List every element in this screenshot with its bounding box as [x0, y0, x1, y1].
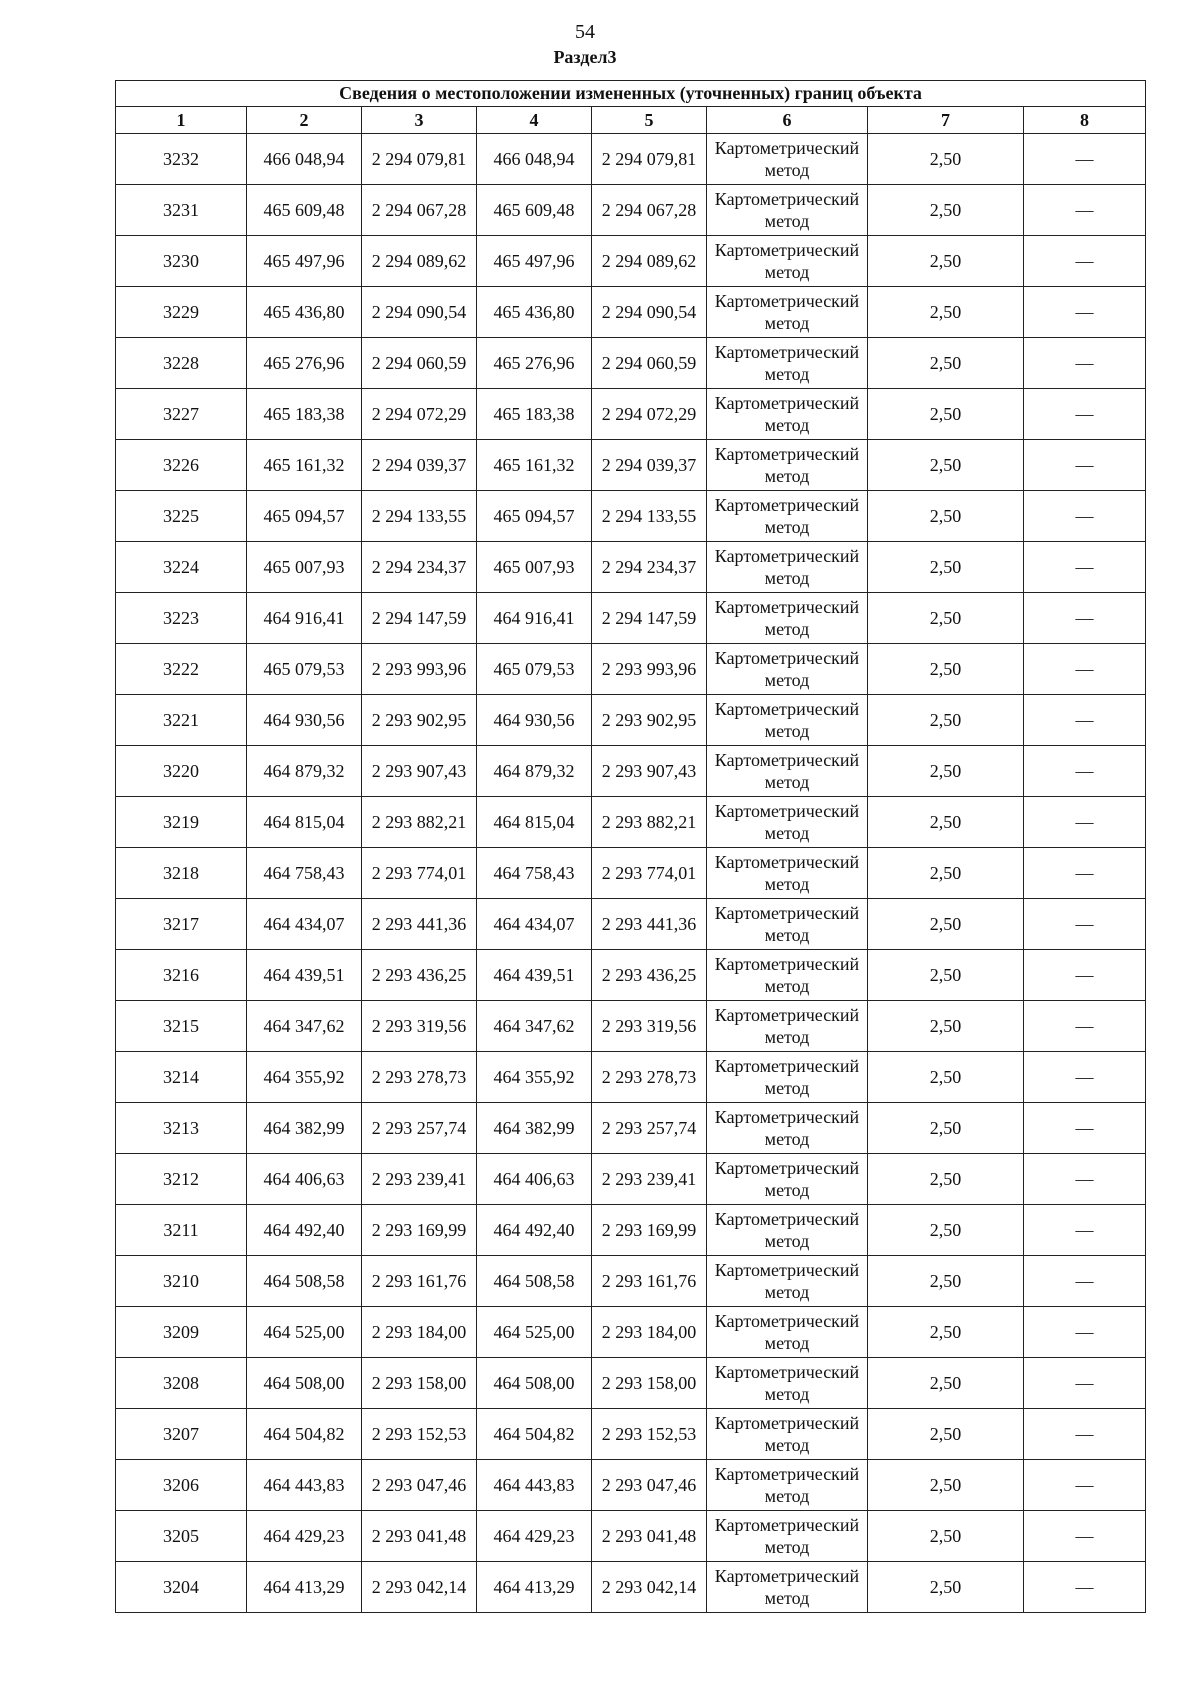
new-y-cell: 2 293 774,01 — [592, 848, 707, 899]
old-y-cell: 2 293 184,00 — [362, 1307, 477, 1358]
column-number: 5 — [592, 107, 707, 134]
point-number-cell: 3204 — [116, 1562, 247, 1613]
method-cell: Картометрический метод — [707, 440, 868, 491]
table-row — [116, 185, 1146, 236]
point-number-cell: 3210 — [116, 1256, 247, 1307]
method-cell: Картометрический метод — [707, 695, 868, 746]
new-y-cell: 2 293 047,46 — [592, 1460, 707, 1511]
new-x-cell: 464 504,82 — [477, 1409, 592, 1460]
new-y-cell: 2 293 158,00 — [592, 1358, 707, 1409]
point-number-cell: 3232 — [116, 134, 247, 185]
table-title: Сведения о местоположении измененных (уточненных) границ объекта — [116, 81, 1146, 107]
column-number: 3 — [362, 107, 477, 134]
accuracy-cell: 2,50 — [868, 542, 1024, 593]
new-x-cell: 464 930,56 — [477, 695, 592, 746]
new-x-cell: 464 439,51 — [477, 950, 592, 1001]
new-y-cell: 2 294 079,81 — [592, 134, 707, 185]
table-row — [116, 338, 1146, 389]
method-cell: Картометрический метод — [707, 134, 868, 185]
new-x-cell: 465 276,96 — [477, 338, 592, 389]
old-y-cell: 2 293 774,01 — [362, 848, 477, 899]
point-number-cell: 3214 — [116, 1052, 247, 1103]
new-y-cell: 2 294 067,28 — [592, 185, 707, 236]
old-y-cell: 2 294 089,62 — [362, 236, 477, 287]
old-x-cell: 465 183,38 — [247, 389, 362, 440]
new-y-cell: 2 293 239,41 — [592, 1154, 707, 1205]
new-x-cell: 464 443,83 — [477, 1460, 592, 1511]
column-number: 7 — [868, 107, 1024, 134]
point-number-cell: 3229 — [116, 287, 247, 338]
point-number-cell: 3224 — [116, 542, 247, 593]
new-y-cell: 2 293 993,96 — [592, 644, 707, 695]
method-cell: Картометрический метод — [707, 797, 868, 848]
remark-cell: — — [1024, 593, 1146, 644]
remark-cell: — — [1024, 185, 1146, 236]
new-y-cell: 2 294 234,37 — [592, 542, 707, 593]
new-x-cell: 464 815,04 — [477, 797, 592, 848]
remark-cell: — — [1024, 1052, 1146, 1103]
table-row — [116, 1562, 1146, 1613]
accuracy-cell: 2,50 — [868, 1460, 1024, 1511]
old-y-cell: 2 293 158,00 — [362, 1358, 477, 1409]
accuracy-cell: 2,50 — [868, 1052, 1024, 1103]
new-x-cell: 465 183,38 — [477, 389, 592, 440]
new-x-cell: 464 347,62 — [477, 1001, 592, 1052]
old-y-cell: 2 293 041,48 — [362, 1511, 477, 1562]
remark-cell: — — [1024, 695, 1146, 746]
old-y-cell: 2 294 090,54 — [362, 287, 477, 338]
old-y-cell: 2 293 902,95 — [362, 695, 477, 746]
column-number: 2 — [247, 107, 362, 134]
remark-cell: — — [1024, 287, 1146, 338]
new-y-cell: 2 293 436,25 — [592, 950, 707, 1001]
method-cell: Картометрический метод — [707, 1154, 868, 1205]
accuracy-cell: 2,50 — [868, 1205, 1024, 1256]
point-number-cell: 3228 — [116, 338, 247, 389]
old-y-cell: 2 294 133,55 — [362, 491, 477, 542]
table-row — [116, 746, 1146, 797]
method-cell: Картометрический метод — [707, 1358, 868, 1409]
point-number-cell: 3225 — [116, 491, 247, 542]
old-x-cell: 464 879,32 — [247, 746, 362, 797]
table-row — [116, 491, 1146, 542]
old-y-cell: 2 293 882,21 — [362, 797, 477, 848]
accuracy-cell: 2,50 — [868, 389, 1024, 440]
new-x-cell: 464 355,92 — [477, 1052, 592, 1103]
remark-cell: — — [1024, 1103, 1146, 1154]
accuracy-cell: 2,50 — [868, 491, 1024, 542]
new-y-cell: 2 294 133,55 — [592, 491, 707, 542]
new-y-cell: 2 293 042,14 — [592, 1562, 707, 1613]
method-cell: Картометрический метод — [707, 593, 868, 644]
old-y-cell: 2 293 436,25 — [362, 950, 477, 1001]
remark-cell: — — [1024, 440, 1146, 491]
new-x-cell: 464 525,00 — [477, 1307, 592, 1358]
accuracy-cell: 2,50 — [868, 1307, 1024, 1358]
new-y-cell: 2 294 147,59 — [592, 593, 707, 644]
method-cell: Картометрический метод — [707, 848, 868, 899]
new-y-cell: 2 293 907,43 — [592, 746, 707, 797]
old-x-cell: 464 504,82 — [247, 1409, 362, 1460]
old-x-cell: 465 079,53 — [247, 644, 362, 695]
accuracy-cell: 2,50 — [868, 695, 1024, 746]
method-cell: Картометрический метод — [707, 746, 868, 797]
old-x-cell: 465 161,32 — [247, 440, 362, 491]
new-x-cell: 464 406,63 — [477, 1154, 592, 1205]
old-y-cell: 2 293 239,41 — [362, 1154, 477, 1205]
accuracy-cell: 2,50 — [868, 287, 1024, 338]
table-row — [116, 389, 1146, 440]
remark-cell: — — [1024, 1205, 1146, 1256]
new-x-cell: 465 161,32 — [477, 440, 592, 491]
method-cell: Картометрический метод — [707, 1001, 868, 1052]
method-cell: Картометрический метод — [707, 950, 868, 1001]
table-row — [116, 593, 1146, 644]
method-cell: Картометрический метод — [707, 644, 868, 695]
point-number-cell: 3205 — [116, 1511, 247, 1562]
old-x-cell: 464 508,00 — [247, 1358, 362, 1409]
new-y-cell: 2 294 060,59 — [592, 338, 707, 389]
accuracy-cell: 2,50 — [868, 236, 1024, 287]
accuracy-cell: 2,50 — [868, 1001, 1024, 1052]
old-x-cell: 464 413,29 — [247, 1562, 362, 1613]
old-x-cell: 465 007,93 — [247, 542, 362, 593]
old-x-cell: 464 930,56 — [247, 695, 362, 746]
old-y-cell: 2 293 278,73 — [362, 1052, 477, 1103]
method-cell: Картометрический метод — [707, 1307, 868, 1358]
old-y-cell: 2 293 042,14 — [362, 1562, 477, 1613]
new-x-cell: 464 492,40 — [477, 1205, 592, 1256]
new-y-cell: 2 294 039,37 — [592, 440, 707, 491]
remark-cell: — — [1024, 389, 1146, 440]
accuracy-cell: 2,50 — [868, 134, 1024, 185]
new-y-cell: 2 293 169,99 — [592, 1205, 707, 1256]
accuracy-cell: 2,50 — [868, 185, 1024, 236]
remark-cell: — — [1024, 1154, 1146, 1205]
new-x-cell: 464 916,41 — [477, 593, 592, 644]
method-cell: Картометрический метод — [707, 338, 868, 389]
old-y-cell: 2 293 441,36 — [362, 899, 477, 950]
table-row — [116, 1154, 1146, 1205]
new-x-cell: 464 382,99 — [477, 1103, 592, 1154]
point-number-cell: 3212 — [116, 1154, 247, 1205]
new-x-cell: 464 413,29 — [477, 1562, 592, 1613]
remark-cell: — — [1024, 1307, 1146, 1358]
old-y-cell: 2 294 147,59 — [362, 593, 477, 644]
new-y-cell: 2 293 041,48 — [592, 1511, 707, 1562]
remark-cell: — — [1024, 1460, 1146, 1511]
old-x-cell: 464 815,04 — [247, 797, 362, 848]
point-number-cell: 3220 — [116, 746, 247, 797]
method-cell: Картометрический метод — [707, 542, 868, 593]
old-x-cell: 464 382,99 — [247, 1103, 362, 1154]
method-cell: Картометрический метод — [707, 899, 868, 950]
table-row — [116, 1358, 1146, 1409]
method-cell: Картометрический метод — [707, 389, 868, 440]
remark-cell: — — [1024, 236, 1146, 287]
remark-cell: — — [1024, 848, 1146, 899]
accuracy-cell: 2,50 — [868, 593, 1024, 644]
accuracy-cell: 2,50 — [868, 797, 1024, 848]
method-cell: Картометрический метод — [707, 185, 868, 236]
point-number-cell: 3209 — [116, 1307, 247, 1358]
table-row — [116, 1256, 1146, 1307]
section-title: Раздел3 — [553, 47, 617, 67]
new-x-cell: 465 079,53 — [477, 644, 592, 695]
remark-cell: — — [1024, 950, 1146, 1001]
accuracy-cell: 2,50 — [868, 338, 1024, 389]
old-x-cell: 465 497,96 — [247, 236, 362, 287]
point-number-cell: 3216 — [116, 950, 247, 1001]
new-y-cell: 2 294 090,54 — [592, 287, 707, 338]
method-cell: Картометрический метод — [707, 1562, 868, 1613]
old-y-cell: 2 294 060,59 — [362, 338, 477, 389]
point-number-cell: 3215 — [116, 1001, 247, 1052]
old-y-cell: 2 293 907,43 — [362, 746, 477, 797]
new-y-cell: 2 293 161,76 — [592, 1256, 707, 1307]
point-number-cell: 3222 — [116, 644, 247, 695]
table-row — [116, 134, 1146, 185]
accuracy-cell: 2,50 — [868, 1409, 1024, 1460]
old-y-cell: 2 293 257,74 — [362, 1103, 477, 1154]
point-number-cell: 3217 — [116, 899, 247, 950]
old-y-cell: 2 294 067,28 — [362, 185, 477, 236]
new-y-cell: 2 293 184,00 — [592, 1307, 707, 1358]
old-y-cell: 2 293 319,56 — [362, 1001, 477, 1052]
new-y-cell: 2 294 089,62 — [592, 236, 707, 287]
table-row — [116, 1205, 1146, 1256]
table-row — [116, 848, 1146, 899]
table-row — [116, 644, 1146, 695]
new-y-cell: 2 294 072,29 — [592, 389, 707, 440]
old-x-cell: 464 429,23 — [247, 1511, 362, 1562]
method-cell: Картометрический метод — [707, 1205, 868, 1256]
table-row — [116, 1001, 1146, 1052]
accuracy-cell: 2,50 — [868, 1562, 1024, 1613]
point-number-cell: 3231 — [116, 185, 247, 236]
table-row — [116, 287, 1146, 338]
old-y-cell: 2 294 072,29 — [362, 389, 477, 440]
point-number-cell: 3211 — [116, 1205, 247, 1256]
column-number: 4 — [477, 107, 592, 134]
old-x-cell: 465 276,96 — [247, 338, 362, 389]
old-y-cell: 2 293 169,99 — [362, 1205, 477, 1256]
old-x-cell: 464 439,51 — [247, 950, 362, 1001]
new-x-cell: 464 434,07 — [477, 899, 592, 950]
remark-cell: — — [1024, 644, 1146, 695]
table-body — [116, 134, 1146, 1613]
column-number: 1 — [116, 107, 247, 134]
accuracy-cell: 2,50 — [868, 950, 1024, 1001]
new-x-cell: 464 508,58 — [477, 1256, 592, 1307]
column-number: 6 — [707, 107, 868, 134]
table-row — [116, 440, 1146, 491]
point-number-cell: 3207 — [116, 1409, 247, 1460]
accuracy-cell: 2,50 — [868, 1103, 1024, 1154]
method-cell: Картометрический метод — [707, 1256, 868, 1307]
new-x-cell: 465 436,80 — [477, 287, 592, 338]
old-y-cell: 2 294 234,37 — [362, 542, 477, 593]
old-x-cell: 464 758,43 — [247, 848, 362, 899]
old-x-cell: 464 347,62 — [247, 1001, 362, 1052]
point-number-cell: 3223 — [116, 593, 247, 644]
point-number-cell: 3206 — [116, 1460, 247, 1511]
table-row — [116, 1103, 1146, 1154]
old-y-cell: 2 293 152,53 — [362, 1409, 477, 1460]
remark-cell: — — [1024, 1409, 1146, 1460]
point-number-cell: 3230 — [116, 236, 247, 287]
old-y-cell: 2 293 047,46 — [362, 1460, 477, 1511]
method-cell: Картометрический метод — [707, 491, 868, 542]
accuracy-cell: 2,50 — [868, 746, 1024, 797]
table-row — [116, 542, 1146, 593]
method-cell: Картометрический метод — [707, 1409, 868, 1460]
table-row — [116, 1409, 1146, 1460]
table-row — [116, 695, 1146, 746]
new-y-cell: 2 293 257,74 — [592, 1103, 707, 1154]
point-number-cell: 3226 — [116, 440, 247, 491]
accuracy-cell: 2,50 — [868, 899, 1024, 950]
accuracy-cell: 2,50 — [868, 848, 1024, 899]
old-y-cell: 2 293 993,96 — [362, 644, 477, 695]
old-x-cell: 464 916,41 — [247, 593, 362, 644]
old-x-cell: 465 094,57 — [247, 491, 362, 542]
table-row — [116, 950, 1146, 1001]
table-row — [116, 1460, 1146, 1511]
new-y-cell: 2 293 278,73 — [592, 1052, 707, 1103]
accuracy-cell: 2,50 — [868, 1256, 1024, 1307]
new-x-cell: 464 508,00 — [477, 1358, 592, 1409]
column-number: 8 — [1024, 107, 1146, 134]
remark-cell: — — [1024, 1511, 1146, 1562]
method-cell: Картометрический метод — [707, 287, 868, 338]
remark-cell: — — [1024, 899, 1146, 950]
column-number-row — [116, 107, 1146, 134]
accuracy-cell: 2,50 — [868, 1511, 1024, 1562]
accuracy-cell: 2,50 — [868, 1154, 1024, 1205]
old-x-cell: 464 355,92 — [247, 1052, 362, 1103]
new-x-cell: 465 094,57 — [477, 491, 592, 542]
remark-cell: — — [1024, 1001, 1146, 1052]
new-x-cell: 465 497,96 — [477, 236, 592, 287]
point-number-cell: 3218 — [116, 848, 247, 899]
method-cell: Картометрический метод — [707, 1052, 868, 1103]
method-cell: Картометрический метод — [707, 1460, 868, 1511]
table-row — [116, 236, 1146, 287]
remark-cell: — — [1024, 134, 1146, 185]
new-y-cell: 2 293 319,56 — [592, 1001, 707, 1052]
table-row — [116, 899, 1146, 950]
remark-cell: — — [1024, 1256, 1146, 1307]
point-number-cell: 3213 — [116, 1103, 247, 1154]
new-y-cell: 2 293 882,21 — [592, 797, 707, 848]
accuracy-cell: 2,50 — [868, 440, 1024, 491]
old-x-cell: 466 048,94 — [247, 134, 362, 185]
old-x-cell: 464 508,58 — [247, 1256, 362, 1307]
remark-cell: — — [1024, 491, 1146, 542]
old-y-cell: 2 293 161,76 — [362, 1256, 477, 1307]
old-x-cell: 464 443,83 — [247, 1460, 362, 1511]
old-x-cell: 465 436,80 — [247, 287, 362, 338]
page-number: 54 — [575, 21, 595, 43]
point-number-cell: 3208 — [116, 1358, 247, 1409]
point-number-cell: 3221 — [116, 695, 247, 746]
table-row — [116, 1052, 1146, 1103]
old-y-cell: 2 294 079,81 — [362, 134, 477, 185]
new-y-cell: 2 293 152,53 — [592, 1409, 707, 1460]
table-row — [116, 1307, 1146, 1358]
table-row — [116, 1511, 1146, 1562]
old-x-cell: 464 492,40 — [247, 1205, 362, 1256]
remark-cell: — — [1024, 746, 1146, 797]
new-x-cell: 465 609,48 — [477, 185, 592, 236]
new-x-cell: 464 758,43 — [477, 848, 592, 899]
table-row — [116, 797, 1146, 848]
remark-cell: — — [1024, 338, 1146, 389]
new-y-cell: 2 293 441,36 — [592, 899, 707, 950]
old-x-cell: 464 525,00 — [247, 1307, 362, 1358]
point-number-cell: 3219 — [116, 797, 247, 848]
new-x-cell: 464 879,32 — [477, 746, 592, 797]
point-number-cell: 3227 — [116, 389, 247, 440]
method-cell: Картометрический метод — [707, 1511, 868, 1562]
remark-cell: — — [1024, 542, 1146, 593]
accuracy-cell: 2,50 — [868, 644, 1024, 695]
old-x-cell: 465 609,48 — [247, 185, 362, 236]
coordinates-table — [115, 80, 1146, 1613]
method-cell: Картометрический метод — [707, 236, 868, 287]
new-y-cell: 2 293 902,95 — [592, 695, 707, 746]
old-x-cell: 464 406,63 — [247, 1154, 362, 1205]
new-x-cell: 465 007,93 — [477, 542, 592, 593]
remark-cell: — — [1024, 1562, 1146, 1613]
remark-cell: — — [1024, 797, 1146, 848]
accuracy-cell: 2,50 — [868, 1358, 1024, 1409]
old-x-cell: 464 434,07 — [247, 899, 362, 950]
method-cell: Картометрический метод — [707, 1103, 868, 1154]
new-x-cell: 464 429,23 — [477, 1511, 592, 1562]
remark-cell: — — [1024, 1358, 1146, 1409]
old-y-cell: 2 294 039,37 — [362, 440, 477, 491]
new-x-cell: 466 048,94 — [477, 134, 592, 185]
